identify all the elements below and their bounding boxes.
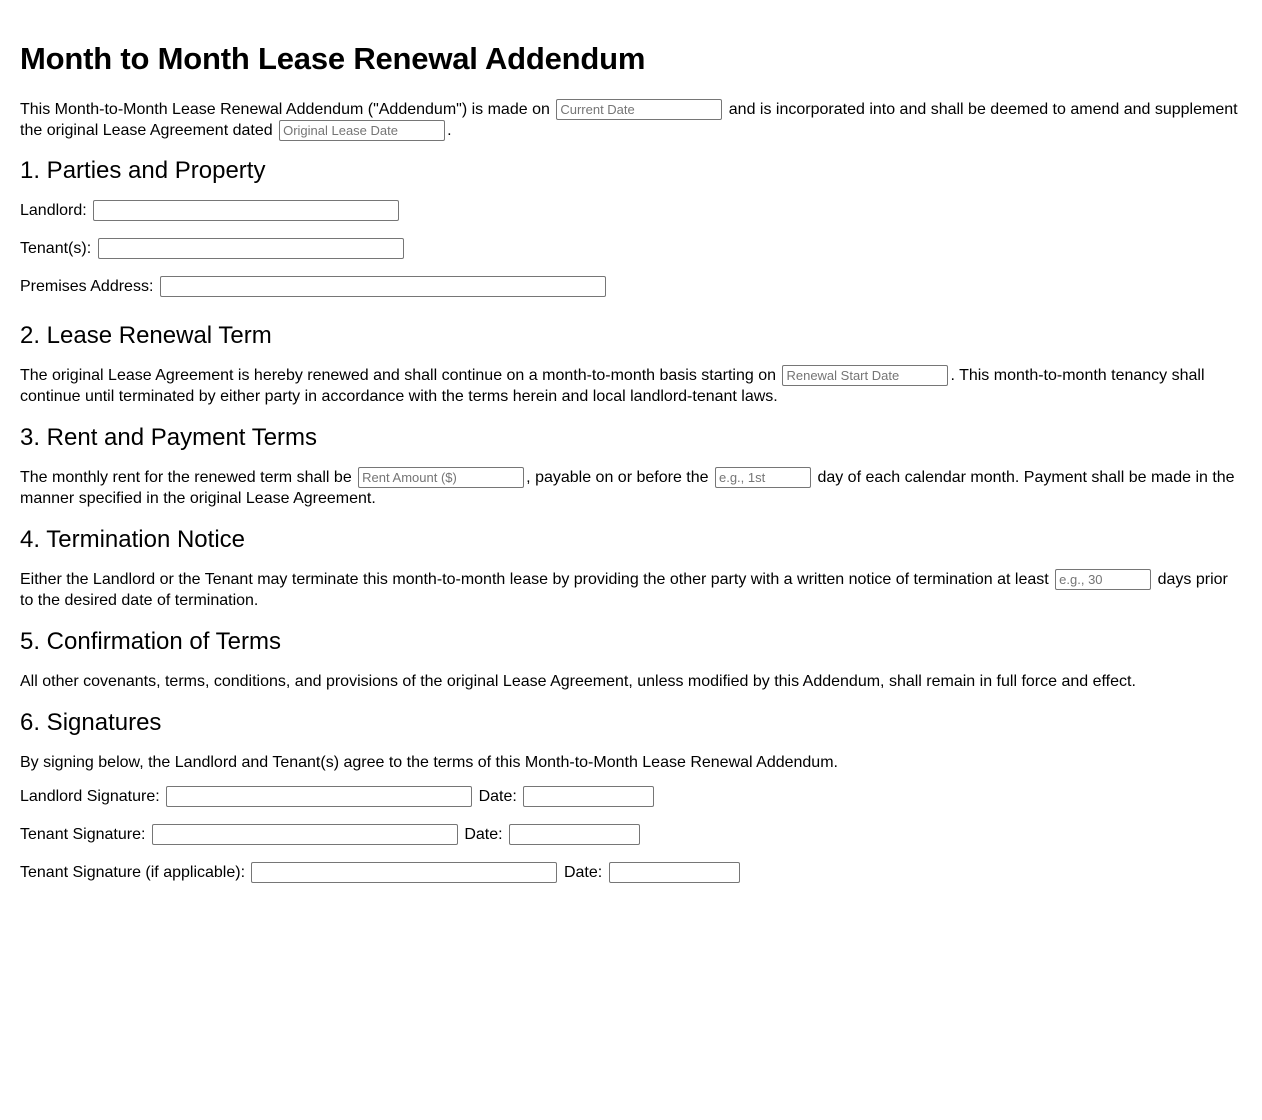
notice-days-input[interactable]	[1055, 569, 1151, 590]
tenant-date-input[interactable]	[509, 824, 640, 845]
section-heading-parties: 1. Parties and Property	[20, 157, 266, 184]
landlord-signature-label: Landlord Signature:	[20, 788, 160, 805]
landlord-signature-input[interactable]	[166, 786, 472, 807]
rent-text-middle: , payable on or before the	[526, 469, 709, 486]
section-heading-renewal-term: 2. Lease Renewal Term	[20, 322, 272, 349]
renewal-term-paragraph	[20, 365, 1242, 407]
confirmation-paragraph: All other covenants, terms, conditions, and provisions of the original Lease Agreement, unless modified by this Addendum, shall remain in full force and effect.	[20, 673, 1136, 690]
tenant2-date-input[interactable]	[609, 862, 740, 883]
renewal-text-after: . This month-to-month tenancy shall continue until terminated by either party in accordance with the terms herein and local landlord-tenant laws.	[20, 367, 1205, 405]
termination-text-after: days prior to the desired date of termination.	[20, 571, 1228, 609]
section-heading-confirmation: 5. Confirmation of Terms	[20, 628, 281, 655]
tenants-input[interactable]	[98, 238, 404, 259]
tenant-signature-input[interactable]	[152, 824, 458, 845]
rent-text-after: day of each calendar month. Payment shall be made in the manner specified in the original Lease Agreement.	[20, 469, 1235, 507]
tenant-signature-label: Tenant Signature:	[20, 826, 146, 843]
rent-text-before: The monthly rent for the renewed term shall be	[20, 469, 352, 486]
current-date-input[interactable]	[556, 99, 722, 120]
landlord-date-input[interactable]	[523, 786, 654, 807]
tenant2-signature-input[interactable]	[251, 862, 557, 883]
premises-label: Premises Address:	[20, 278, 154, 295]
document-title: Month to Month Lease Renewal Addendum	[20, 41, 646, 76]
original-lease-date-input[interactable]	[279, 120, 445, 141]
landlord-date-label: Date:	[478, 788, 517, 805]
landlord-field-row	[20, 200, 1242, 222]
section-heading-termination: 4. Termination Notice	[20, 526, 245, 553]
section-heading-rent: 3. Rent and Payment Terms	[20, 424, 318, 451]
intro-text-end: .	[447, 122, 452, 139]
signatures-paragraph: By signing below, the Landlord and Tenant(s) agree to the terms of this Month-to-Month Lease Renewal Addendum.	[20, 754, 838, 771]
termination-text-before: Either the Landlord or the Tenant may terminate this month-to-month lease by providing the other party with a written notice of termination at least	[20, 571, 1049, 588]
tenant2-date-label: Date:	[563, 864, 603, 881]
tenant-date-label: Date:	[464, 826, 503, 843]
payment-day-input[interactable]	[715, 467, 811, 488]
landlord-label: Landlord:	[20, 202, 87, 219]
premises-field-row	[20, 276, 1242, 298]
tenant2-signature-row	[20, 862, 1242, 884]
tenant2-signature-label: Tenant Signature (if applicable):	[20, 864, 246, 881]
tenants-label: Tenant(s):	[20, 240, 92, 257]
landlord-input[interactable]	[93, 200, 399, 221]
renewal-text-before: The original Lease Agreement is hereby renewed and shall continue on a month-to-month basis starting on	[20, 367, 777, 384]
termination-paragraph	[20, 569, 1242, 611]
intro-text-after-date: and is incorporated into and shall be deemed to amend and supplement the original Lease Agreement dated	[20, 101, 1238, 139]
landlord-signature-row	[20, 786, 1242, 808]
premises-address-input[interactable]	[160, 276, 606, 297]
rent-paragraph	[20, 467, 1242, 509]
intro-paragraph	[20, 99, 1242, 141]
renewal-start-date-input[interactable]	[782, 365, 948, 386]
section-heading-signatures: 6. Signatures	[20, 709, 162, 736]
tenants-field-row	[20, 238, 1242, 260]
rent-amount-input[interactable]	[358, 467, 524, 488]
intro-text-before-date: This Month-to-Month Lease Renewal Addendum ("Addendum") is made on	[20, 101, 550, 118]
tenant-signature-row	[20, 824, 1242, 846]
